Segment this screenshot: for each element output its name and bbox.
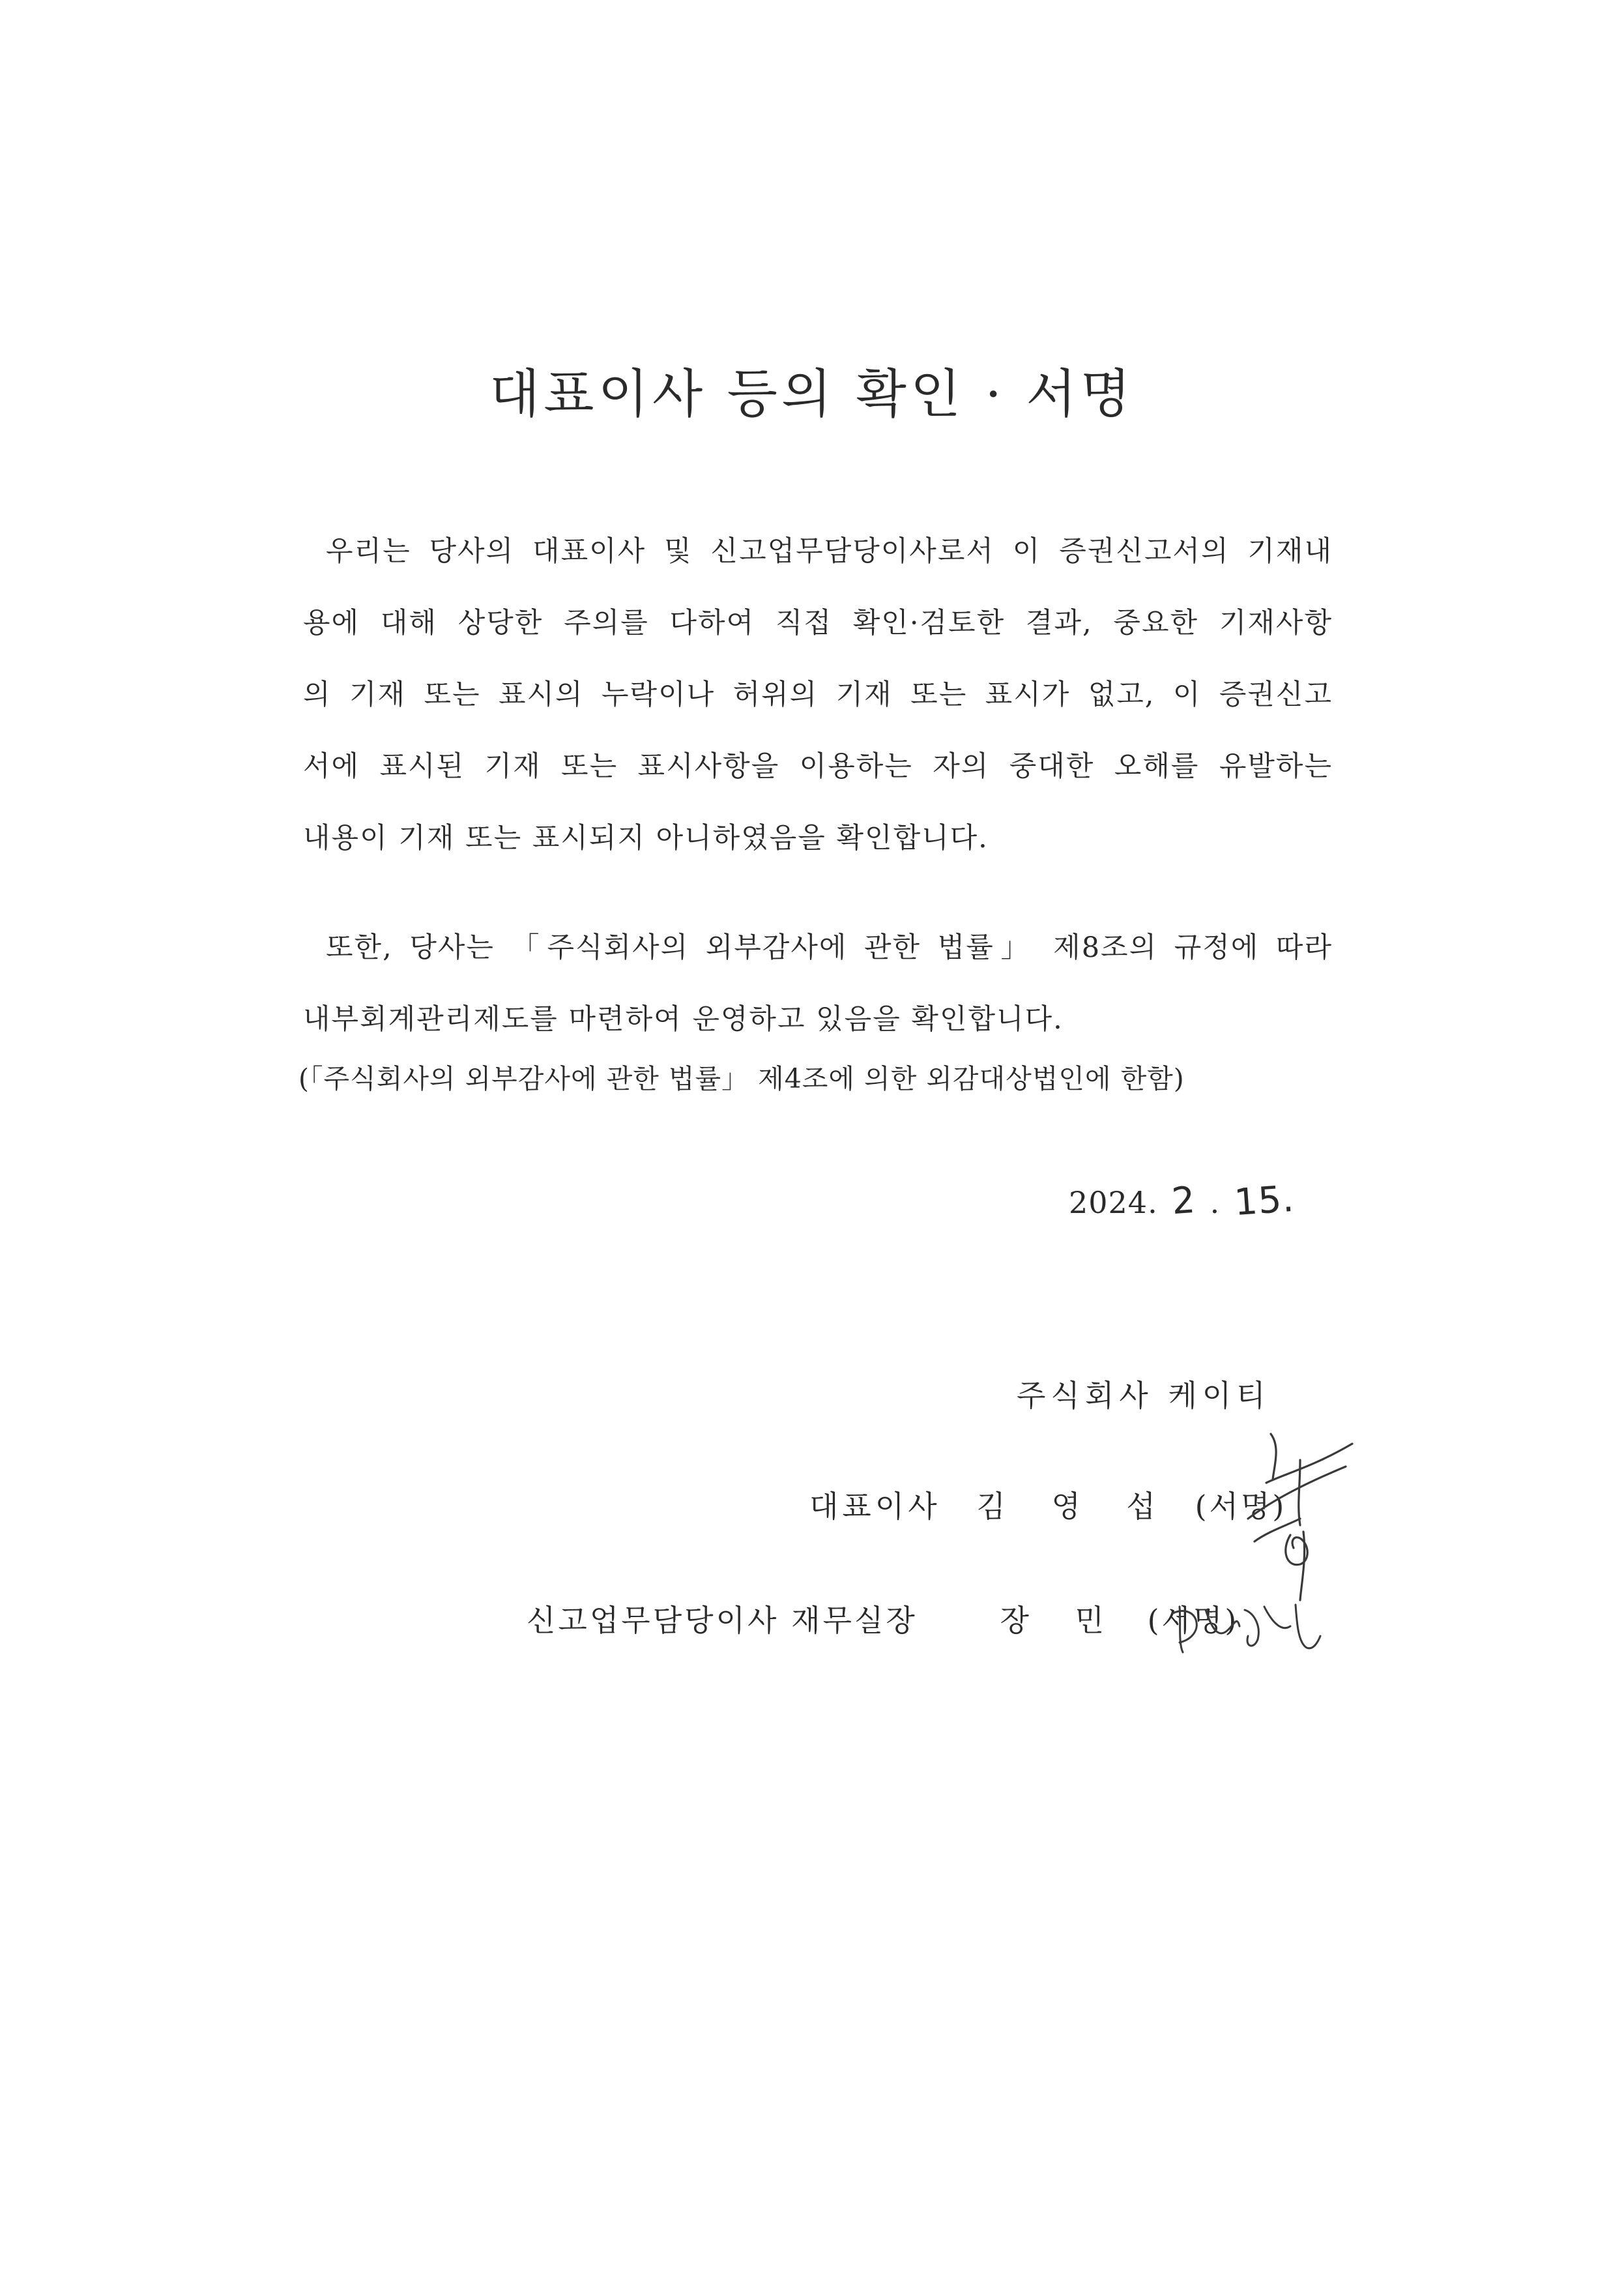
paragraph-1-line-4: 서에 표시된 기재 또는 표시사항을 이용하는 자의 중대한 오해를 유발하는 xyxy=(303,750,1333,783)
date xyxy=(1069,1177,1298,1225)
paragraph-1-line-1: 우리는 당사의 대표이사 및 신고업무담당이사로서 이 증권신고서의 기재내 xyxy=(326,535,1333,568)
ceo-sign-label: (서명) xyxy=(1195,1489,1287,1524)
handwritten-signature-ceo-icon xyxy=(1235,1421,1365,1616)
ceo-signature-line xyxy=(809,1483,1286,1526)
cfo-sign-label: (서명) xyxy=(1147,1603,1240,1638)
ceo-name-char-1: 김 xyxy=(976,1489,1006,1524)
cfo-name-char-1: 장 xyxy=(1000,1603,1029,1638)
handwritten-signature-cfo-icon xyxy=(1167,1590,1323,1662)
ceo-name-char-2: 영 xyxy=(1051,1489,1080,1524)
cfo-role: 신고업무담당이사 재무실장 xyxy=(527,1603,918,1638)
cfo-name-char-2: 민 xyxy=(1075,1603,1104,1638)
date-separator: . xyxy=(1210,1185,1221,1220)
paragraph-2-note: (「주식회사의 외부감사에 관한 법률」 제4조에 의한 외감대상법인에 한함) xyxy=(298,1063,1185,1094)
date-day-handwritten: 15. xyxy=(1232,1177,1296,1225)
date-month-handwritten: 2 xyxy=(1170,1178,1198,1223)
paragraph-1-line-3: 의 기재 또는 표시의 누락이나 허위의 기재 또는 표시가 없고, 이 증권신고 xyxy=(303,679,1333,711)
paragraph-1-line-2: 용에 대해 상당한 주의를 다하여 직접 확인·검토한 결과, 중요한 기재사항 xyxy=(303,607,1333,639)
ceo-role: 대표이사 xyxy=(809,1489,941,1524)
company-name: 주식회사 케이티 xyxy=(1017,1378,1271,1413)
paragraph-2-line-2: 내부회계관리제도를 마련하여 운영하고 있음을 확인합니다. xyxy=(303,1003,1064,1036)
date-year: 2024. xyxy=(1069,1185,1158,1220)
page-title: 대표이사 등의 확인 · 서명 xyxy=(489,364,1135,424)
ceo-name-char-3: 섭 xyxy=(1126,1489,1155,1524)
cfo-signature-line xyxy=(527,1597,1239,1640)
paragraph-2-line-1: 또한, 당사는 「주식회사의 외부감사에 관한 법률」 제8조의 규정에 따라 xyxy=(326,931,1333,964)
paragraph-1-line-5: 내용이 기재 또는 표시되지 아니하였음을 확인합니다. xyxy=(303,822,989,854)
